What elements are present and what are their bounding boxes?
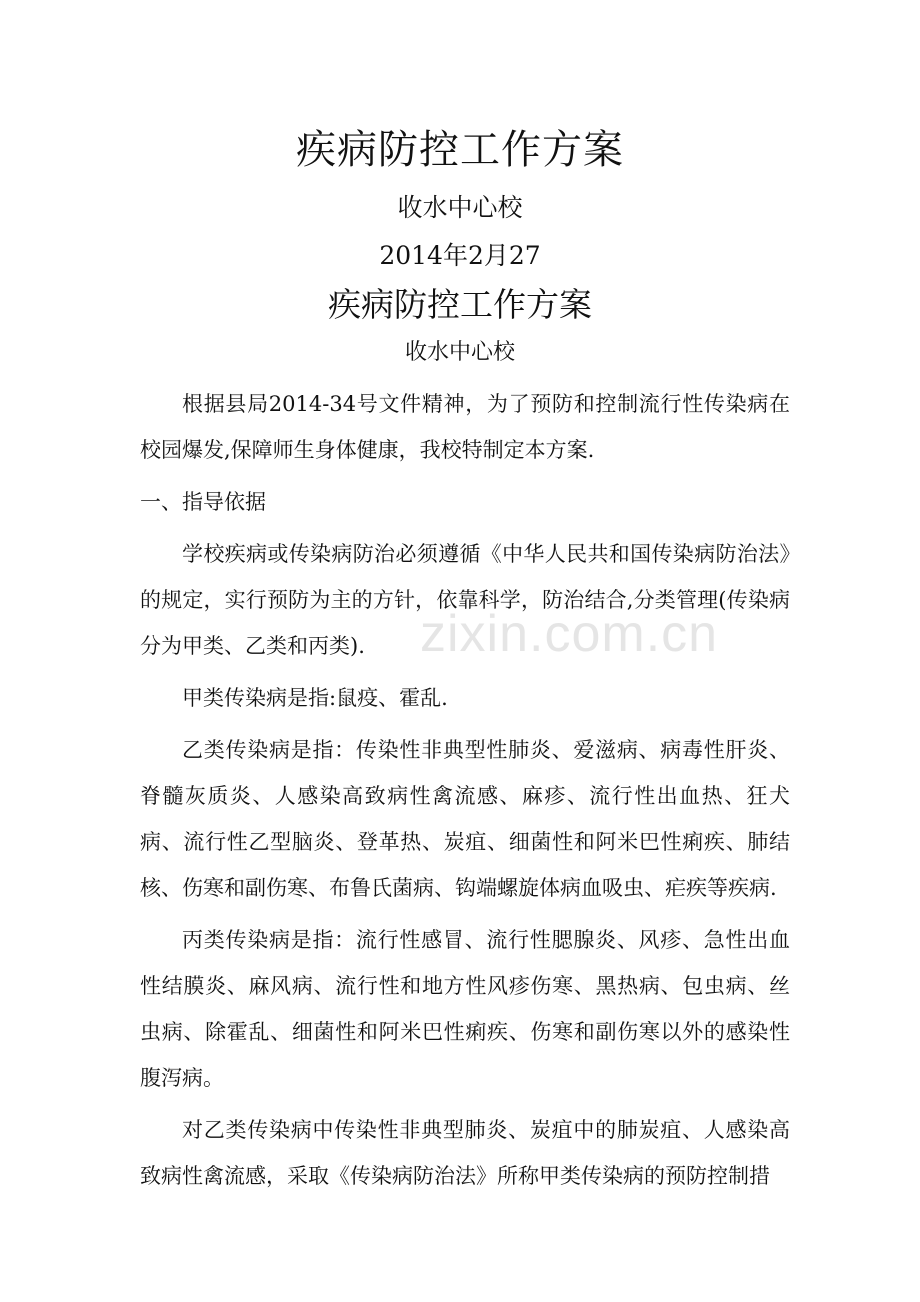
school-name-repeat: 收水中心校 — [404, 340, 515, 365]
section-heading: 一、指导依据 — [140, 490, 266, 514]
paragraph-class-a: 甲类传染病是指:鼠疫、霍乱. — [182, 686, 448, 710]
document-body — [140, 381, 790, 1199]
school-name: 收水中心校 — [397, 193, 523, 222]
paragraph-class-b: 乙类传染病是指：传染性非典型性肺炎、爱滋病、病毒性肝炎、脊髓灰质炎、人感染高致病性禽流感、麻疹、流行性出血热、狂犬病、流行性乙型脑炎、登革热、炭疽、细菌性和阿米巴性痢疾、肺结核、伤寒和副伤寒、布鲁氏菌病、钩端螺旋体病血吸虫、疟疾等疾病. — [140, 738, 790, 900]
document-title: 疾病防控工作方案 — [296, 127, 624, 173]
paragraph-measures: 对乙类传染病中传染性非典型肺炎、炭疽中的肺炭疽、人感染高致病性禽流感，采取《传染病防治法》所称甲类传染病的预防控制措 — [140, 1118, 790, 1188]
intro-paragraph: 根据县局2014-34号文件精神，为了预防和控制流行性传染病在校园爆发,保障师生身体健康，我校特制定本方案. — [140, 392, 790, 462]
paragraph-class-c: 丙类传染病是指：流行性感冒、流行性腮腺炎、风疹、急性出血性结膜炎、麻风病、流行性和地方性风疹伤寒、黑热病、包虫病、丝虫病、除霍乱、细菌性和阿米巴性痢疾、伤寒和副伤寒以外的感染性腹泻病。 — [140, 928, 790, 1090]
paragraph-law: 学校疾病或传染病防治必须遵循《中华人民共和国传染病防治法》的规定，实行预防为主的方针，依靠科学，防治结合,分类管理(传染病分为甲类、乙类和丙类). — [140, 542, 790, 658]
document-title-repeat: 疾病防控工作方案 — [328, 285, 592, 324]
document-date: 2014年2月27 — [379, 241, 541, 270]
watermark: zixin.com.cn — [420, 605, 719, 663]
